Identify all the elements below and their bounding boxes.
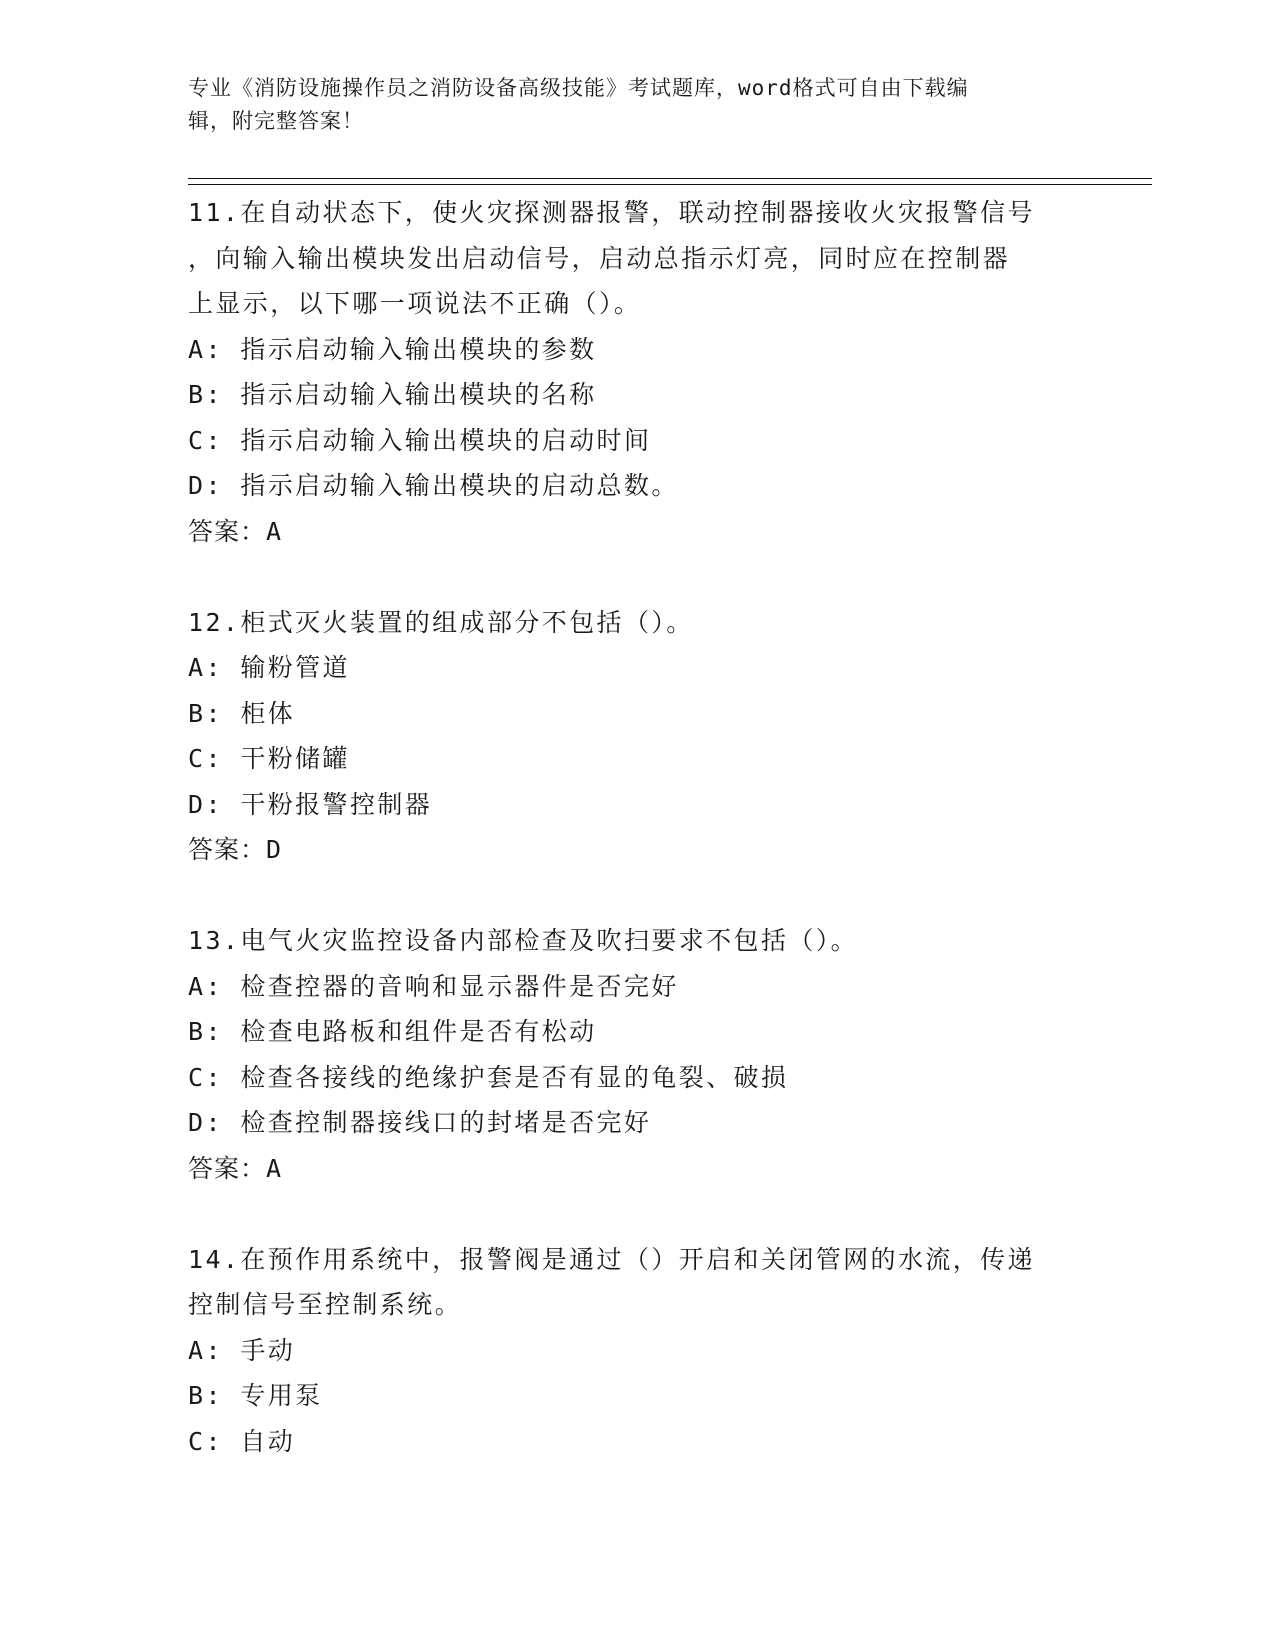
header-intro-line-1: 专业《消防设施操作员之消防设备高级技能》考试题库，word格式可自由下载编 [188, 76, 969, 100]
answer-key: 答案：A [188, 1153, 283, 1183]
spacer [188, 554, 1088, 600]
question-stem-line: 11.在自动状态下，使火灾探测器报警，联动控制器接收火灾报警信号 [188, 198, 1035, 227]
option-c: C: 干粉储罐 [188, 744, 350, 773]
option-c: C: 检查各接线的绝缘护套是否有显的龟裂、破损 [188, 1062, 789, 1092]
answer-key: 答案：A [188, 516, 283, 546]
question-11 [188, 190, 1088, 554]
option-b: B: 指示启动输入输出模块的名称 [188, 380, 597, 409]
option-d: D: 检查控制器接线口的封堵是否完好 [188, 1108, 652, 1137]
question-stem-line: ，向输入输出模块发出启动信号，启动总指示灯亮，同时应在控制器 [188, 243, 1011, 273]
option-d: D: 指示启动输入输出模块的启动总数。 [188, 471, 679, 500]
spacer [188, 873, 1088, 919]
question-14 [188, 1237, 1088, 1465]
option-c: C: 自动 [188, 1426, 296, 1456]
header-rule-top [188, 178, 1152, 179]
question-13 [188, 918, 1088, 1191]
option-c: C: 指示启动输入输出模块的启动时间 [188, 425, 652, 455]
question-stem-line: 12.柜式灭火装置的组成部分不包括（）。 [188, 607, 694, 637]
option-b: B: 检查电路板和组件是否有松动 [188, 1017, 597, 1046]
option-d: D: 干粉报警控制器 [188, 789, 433, 819]
option-a: A: 指示启动输入输出模块的参数 [188, 334, 597, 364]
document-header [188, 72, 1068, 138]
header-intro-line-2: 辑，附完整答案！ [188, 109, 364, 133]
question-stem-line: 控制信号至控制系统。 [188, 1290, 463, 1319]
header-rule-bottom [188, 184, 1152, 185]
question-stem-line: 13.电气火灾监控设备内部检查及吹扫要求不包括（）。 [188, 926, 859, 955]
option-b: B: 专用泵 [188, 1381, 323, 1410]
question-stem-line: 上显示，以下哪一项说法不正确（）。 [188, 289, 642, 318]
question-list [188, 190, 1088, 1464]
answer-key: 答案：D [188, 835, 283, 864]
option-a: A: 输粉管道 [188, 653, 350, 682]
question-12 [188, 600, 1088, 873]
spacer [188, 1191, 1088, 1237]
option-a: A: 手动 [188, 1335, 296, 1365]
option-a: A: 检查控器的音响和显示器件是否完好 [188, 971, 679, 1001]
option-b: B: 柜体 [188, 698, 296, 728]
question-stem-line: 14.在预作用系统中，报警阀是通过（）开启和关闭管网的水流，传递 [188, 1244, 1035, 1274]
